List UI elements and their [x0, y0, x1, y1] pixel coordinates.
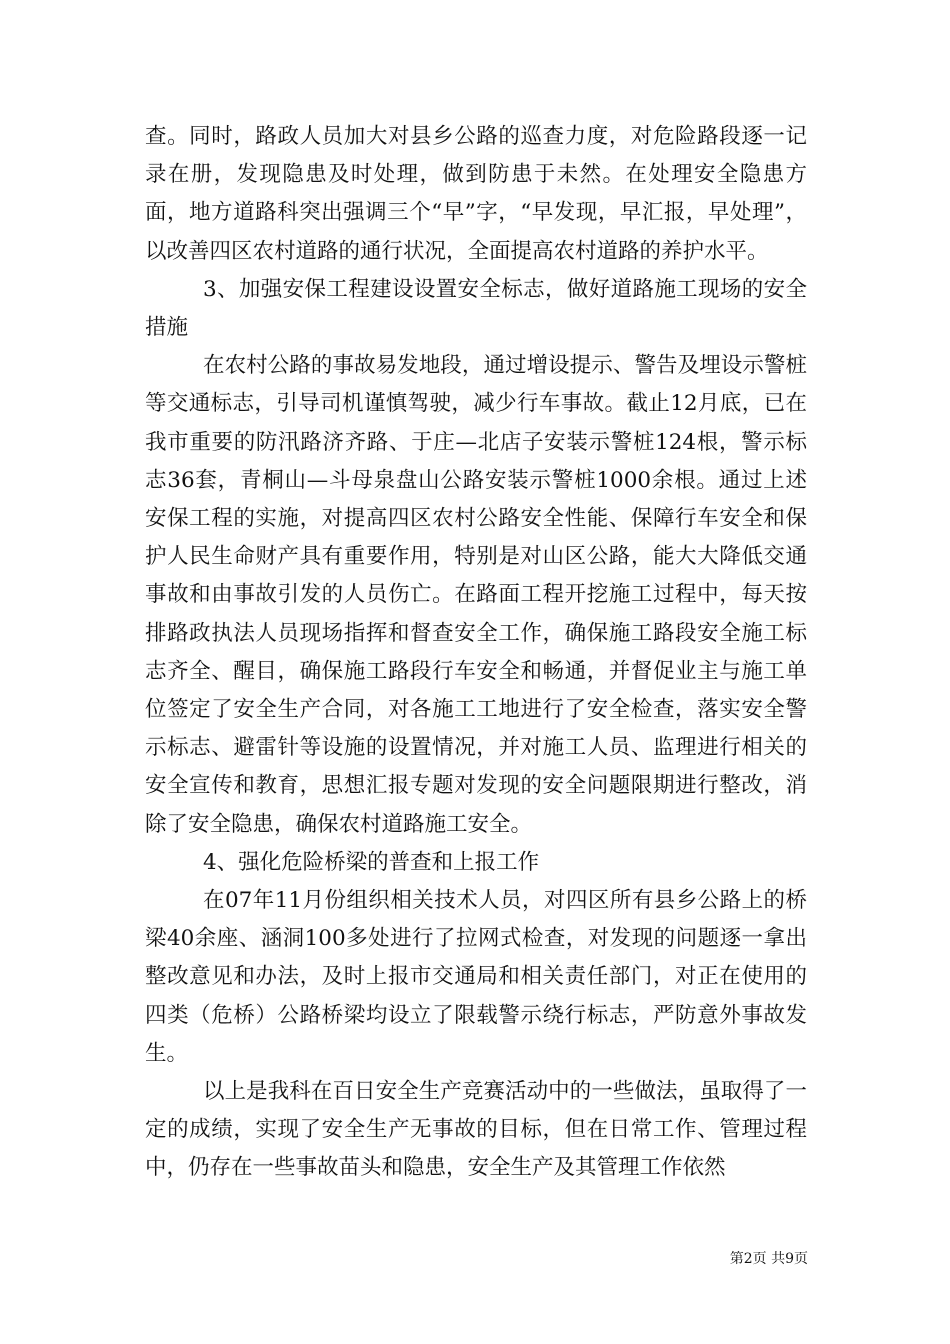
section-heading-4: 4、强化危险桥梁的普查和上报工作: [203, 849, 540, 875]
paragraph-summary: 以上是我科在百日安全生产竞赛活动中的一些做法，虽取得了一定的成绩，实现了安全生产无事故的目标，但在日常工作、管理过程中，仍存在一些事故苗头和隐患，安全生产及其管理工作依然: [145, 1079, 807, 1181]
paragraph-safety-signs: 在农村公路的事故易发地段，通过增设提示、警告及埋设示警桩等交通标志，引导司机谨慎驾驶，减少行车事故。截止12月底，已在我市重要的防汛路济齐路、于庄—北店子安装示警桩124根，警示标志36套，青桐山—斗母泉盘山公路安装示警桩1000余根。通过上述安保工程的实施，对提高四区农村公路安全性能、保障行车安全和保护人民生命财产具有重要作用，特别是对山区公路，能大大降低交通事故和由事故引发的人员伤亡。在路面工程开挖施工过程中，每天按排路政执法人员现场指挥和督查安全工作，确保施工路段安全施工标志齐全、醒目，确保施工路段行车安全和畅通，并督促业主与施工单位签定了安全生产合同，对各施工工地进行了安全检查，落实安全警示标志、避雷针等设施的设置情况，并对施工人员、监理进行相关的安全宣传和教育，思想汇报专题对发现的安全问题限期进行整改，消除了安全隐患，确保农村道路施工安全。: [145, 353, 807, 837]
document-body: [145, 118, 807, 1188]
paragraph-continuation: 查。同时，路政人员加大对县乡公路的巡查力度，对危险路段逐一记录在册，发现隐患及时处理，做到防患于未然。在处理安全隐患方面，地方道路科突出强调三个“早”字，“早发现，早汇报，早处理”，以改善四区农村道路的通行状况，全面提高农村道路的养护水平。: [145, 124, 807, 264]
paragraph-bridge-inspection: 在07年11月份组织相关技术人员，对四区所有县乡公路上的桥梁40余座、涵洞100多处进行了拉网式检查，对发现的问题逐一拿出整改意见和办法，及时上报市交通局和相关责任部门，对正在使用的四类（危桥）公路桥梁均设立了限载警示绕行标志，严防意外事故发生。: [145, 888, 807, 1066]
section-heading-3: 3、加强安保工程建设设置安全标志，做好道路施工现场的安全措施: [145, 276, 807, 341]
page-number-footer: 第2页 共9页: [729, 1251, 808, 1267]
